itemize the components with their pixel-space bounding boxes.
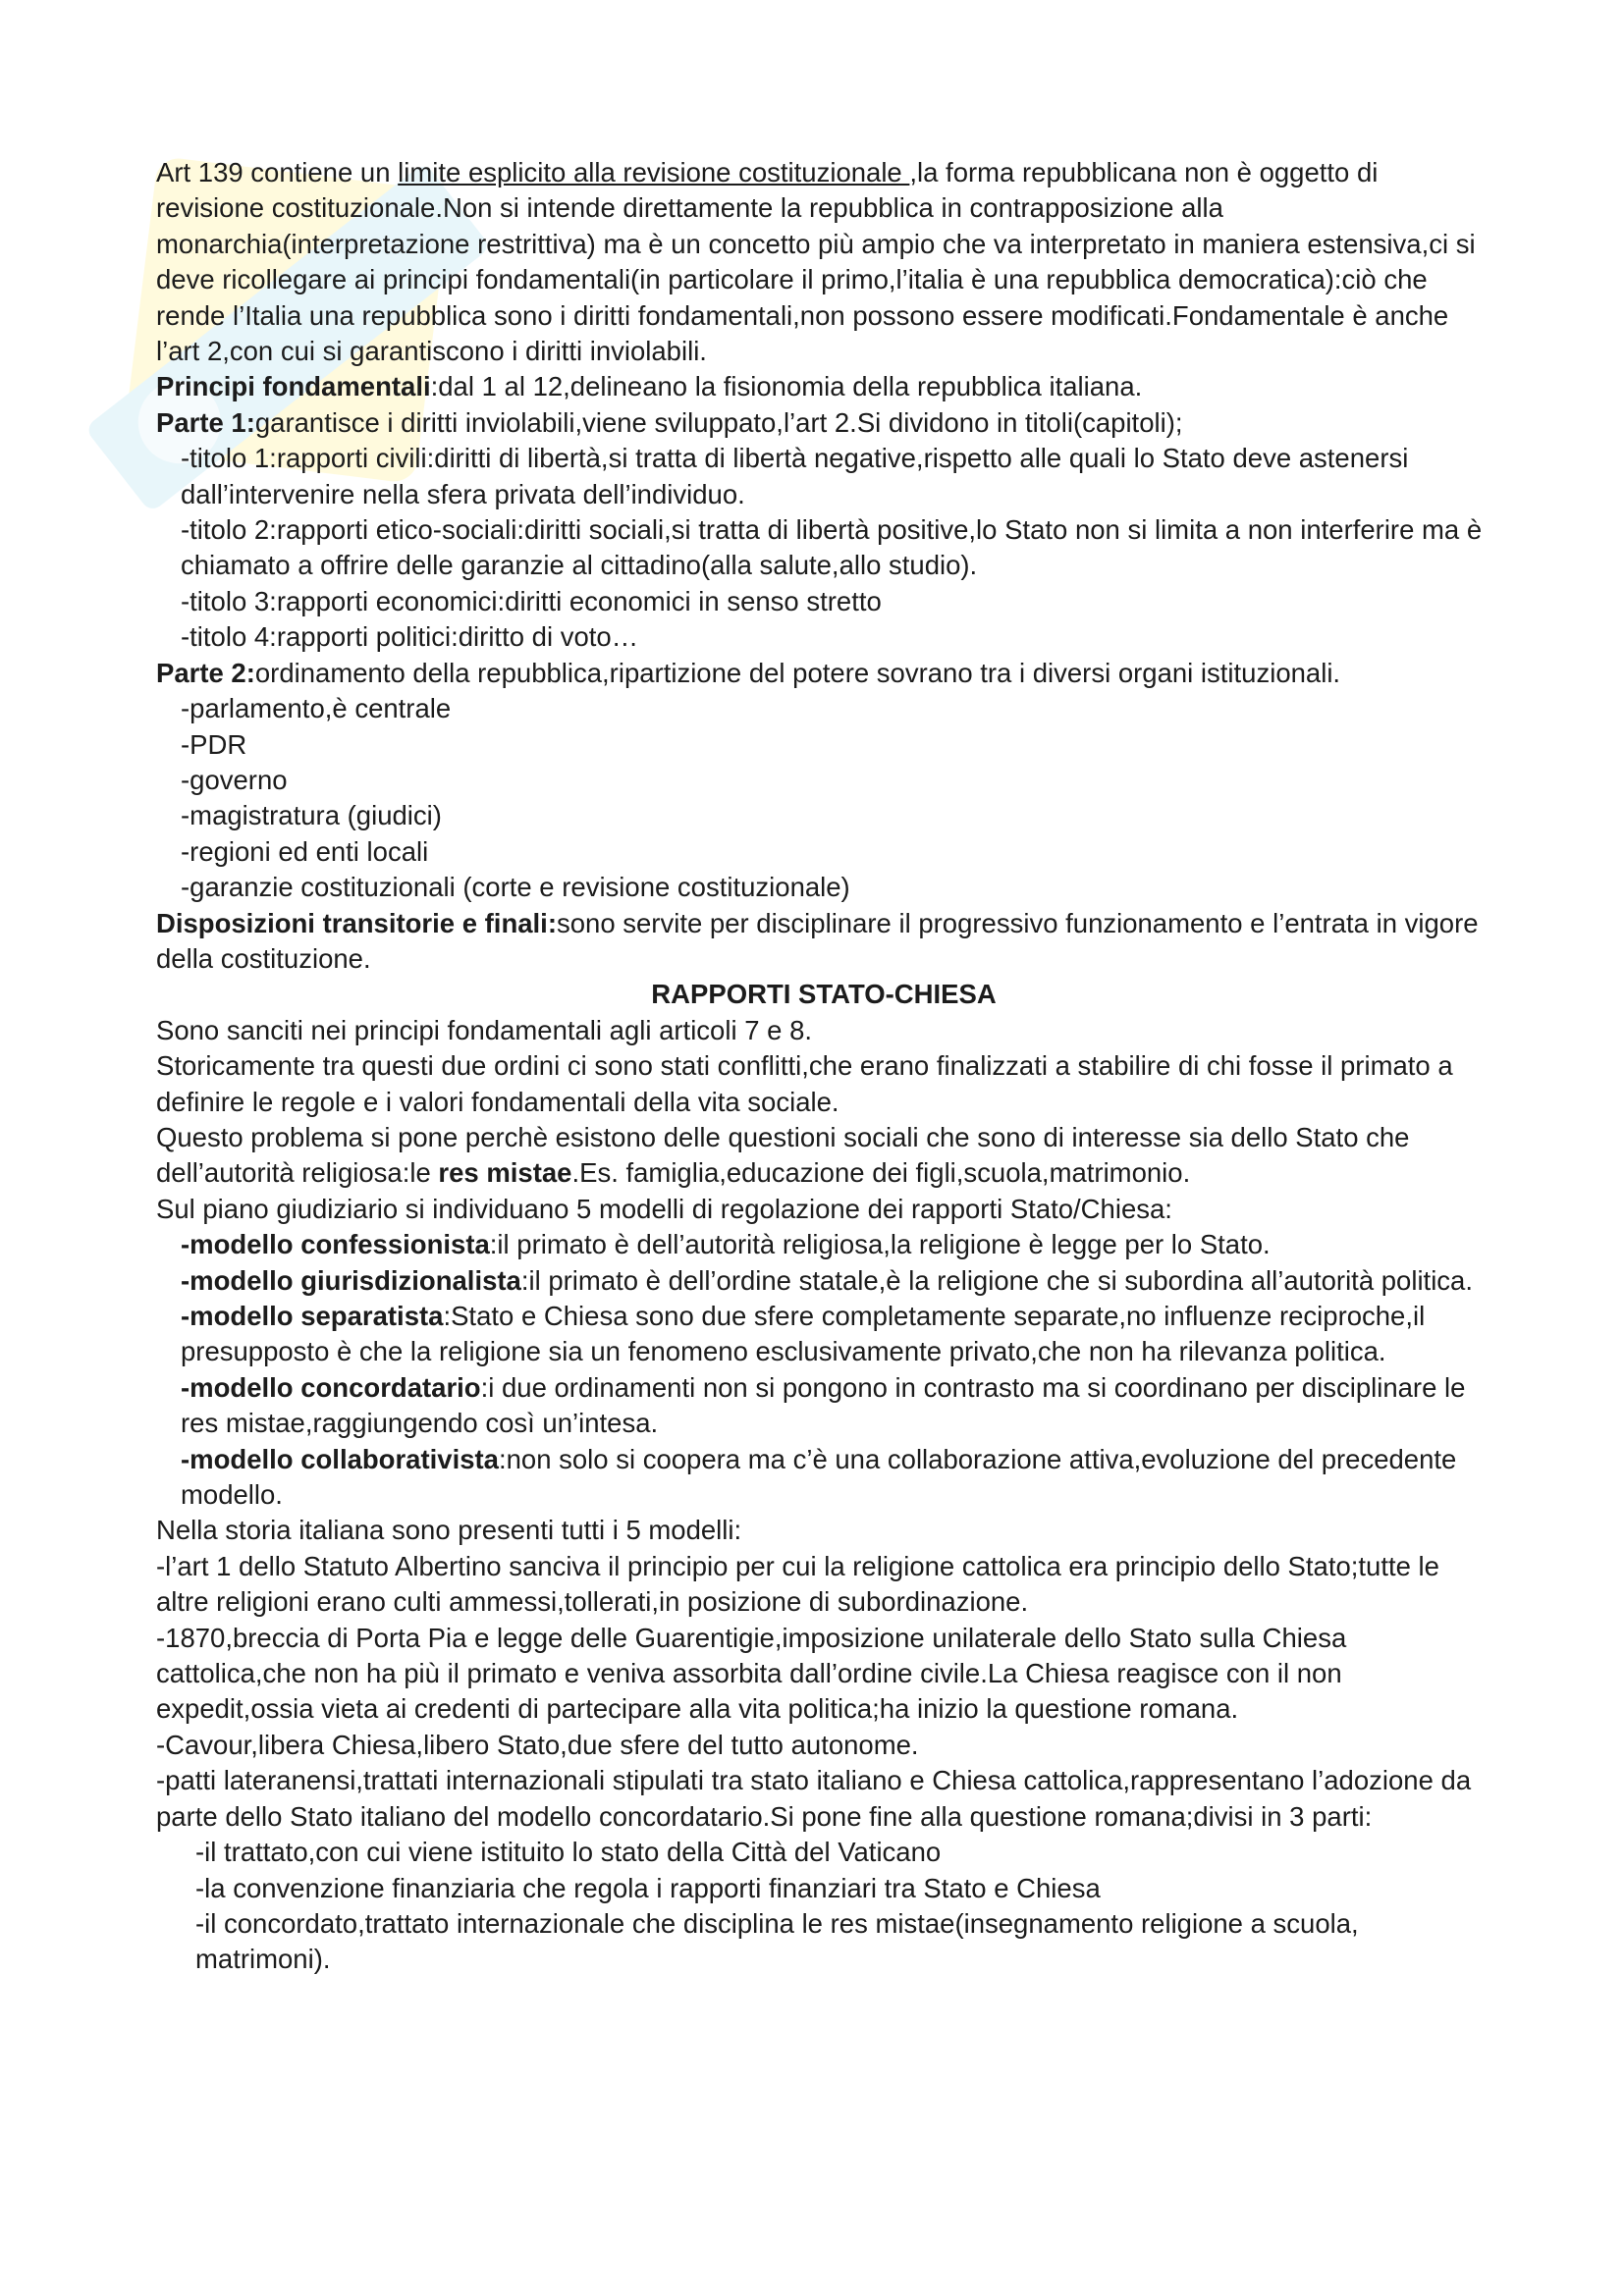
patti-item: -il trattato,con cui viene istituito lo stato della Città del Vaticano [195,1837,942,1868]
modello-item: -modello collaborativista:non solo si coopera ma c’è una collaborazione attiva,evoluzione del precedente modello. [181,1443,1457,1511]
parte1-paragraph: Parte 1:garantisce i diritti inviolabili,viene sviluppato,l’art 2.Si dividono in titoli(capitoli); [156,406,1183,438]
intro-underlined-phrase: limite esplicito alla revisione costituzionale [398,157,910,187]
section-heading: RAPPORTI STATO-CHIESA [651,979,997,1010]
modello-item: -modello confessionista:il primato è dell’autorità religiosa,la religione è legge per lo Stato. [181,1229,1271,1260]
document-page [156,155,1491,1978]
modello-item: -modello separatista:Stato e Chiesa sono due sfere completamente separate,no influenze reciproche,il presupposto è che la religione sia un fenomeno esclusivamente privato,che non ha rilevanza politica. [181,1301,1426,1367]
organo-item: -PDR [181,728,247,760]
modello-item: -modello giurisdizionalista:il primato è dell’ordine statale,è la religione che si subordina all’autorità politica. [181,1264,1473,1296]
organo-item: -parlamento,è centrale [181,693,452,724]
parte2-paragraph: Parte 2:ordinamento della repubblica,ripartizione del potere sovrano tra i diversi organi istituzionali. [156,657,1341,688]
storia-item: -Cavour,libera Chiesa,libero Stato,due sfere del tutto autonome. [156,1729,919,1760]
organo-item: -garanzie costituzionali (corte e revisione costituzionale) [181,872,850,903]
titolo-item: -titolo 1:rapporti civili:diritti di libertà,si tratta di libertà negative,rispetto alle quali lo Stato deve astenersi dall’intervenire nella sfera privata dell’individuo. [181,443,1409,509]
organo-item: -magistratura (giudici) [181,800,442,831]
titolo-item: -titolo 4:rapporti politici:diritto di voto… [181,621,639,653]
storia-intro: Nella storia italiana sono presenti tutti i 5 modelli: [156,1515,742,1546]
storia-item: -patti lateranensi,trattati internazionali stipulati tra stato italiano e Chiesa cattolica,rappresentano l’adozione da parte dello Stato italiano del modello concordatario.Si pone fine alla questione romana;divisi in 3 parti: [156,1765,1472,1832]
modello-item: -modello concordatario:i due ordinamenti non si pongono in contrasto ma si coordinano per disciplinare le res mistae,raggiungendo così un’intesa. [181,1371,1466,1439]
rapporti-paragraph: Sul piano giudiziario si individuano 5 modelli di regolazione dei rapporti Stato/Chiesa: [156,1193,1172,1224]
patti-item: -la convenzione finanziaria che regola i rapporti finanziari tra Stato e Chiesa [195,1872,1101,1903]
storia-item: -l’art 1 dello Statuto Albertino sanciva il principio per cui la religione cattolica era principio dello Stato;tutte le altre religioni erano culti ammessi,tollerati,in posizione di subordinazione. [156,1550,1439,1618]
rapporti-paragraph: Sono sanciti nei principi fondamentali agli articoli 7 e 8. [156,1014,813,1045]
principi-paragraph: Principi fondamentali:dal 1 al 12,delineano la fisionomia della repubblica italiana. [156,371,1143,402]
disposizioni-paragraph: Disposizioni transitorie e finali:sono servite per disciplinare il progressivo funzionamento e l’entrata in vigore della costituzione. [156,907,1479,974]
intro-paragraph: Art 139 contiene un limite esplicito alla revisione costituzionale ,la forma repubblicana non è oggetto di revisione costituzionale.Non si intende direttamente la repubblica in contrapposizione alla monarchia(interpretazione restrittiva) ma è un concetto più ampio che va interpretato in maniera estensiva,ci si deve ricollegare ai principi fondamentali(in particolare il primo,l’italia è una repubblica democratica):ciò che rende l’Italia una repubblica sono i diritti fondamentali,non possono essere modificati.Fondamentale è anche l’art 2,con cui si garantiscono i diritti inviolabili. [156,157,1476,367]
rapporti-paragraph: Storicamente tra questi due ordini ci sono stati conflitti,che erano finalizzati a stabilire di chi fosse il primato a definire le regole e i valori fondamentali della vita sociale. [156,1050,1453,1117]
patti-item: -il concordato,trattato internazionale che disciplina le res mistae(insegnamento religione a scuola, matrimoni). [195,1907,1359,1975]
titolo-item: -titolo 2:rapporti etico-sociali:diritti sociali,si tratta di libertà positive,lo Stato non si limita a non interferire ma è chiamato a offrire delle garanzie al cittadino(alla salute,allo studio). [181,514,1483,581]
storia-item: -1870,breccia di Porta Pia e legge delle Guarentigie,imposizione unilaterale dello Stato sulla Chiesa cattolica,che non ha più il primato e veniva assorbita dall’ordine civile.La Chiesa reagisce con il non expedit,ossia vieta ai credenti di partecipare alla vita politica;ha inizio la questione romana. [156,1622,1347,1725]
organo-item: -regioni ed enti locali [181,835,429,867]
res-mistae-paragraph: Questo problema si pone perchè esistono delle questioni sociali che sono di interesse sia dello Stato che dell’autorità religiosa:le res mistae.Es. famiglia,educazione dei figli,scuola,matrimonio. [156,1121,1410,1189]
organo-item: -governo [181,764,288,795]
titolo-item: -titolo 3:rapporti economici:diritti economici in senso stretto [181,585,882,616]
